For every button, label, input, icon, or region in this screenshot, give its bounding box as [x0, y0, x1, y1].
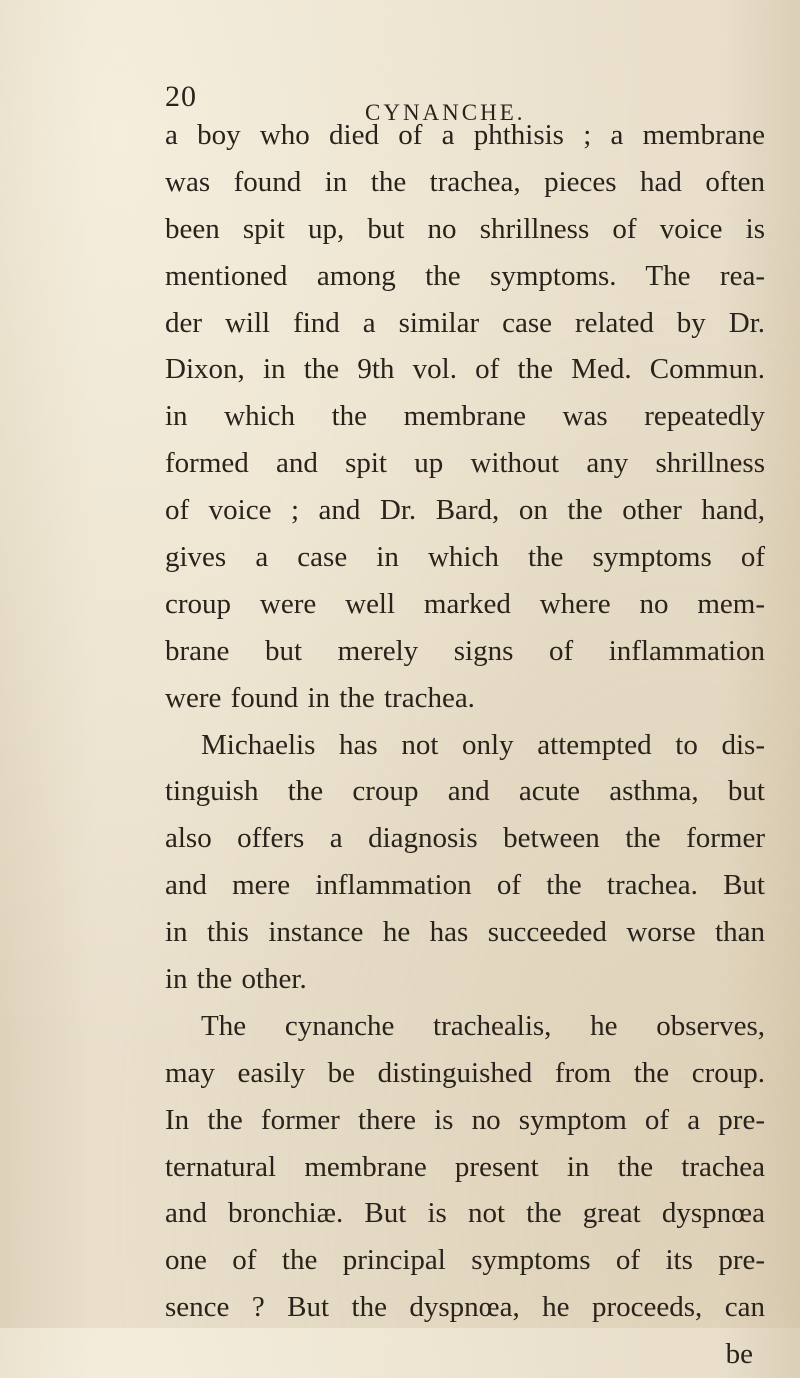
text-line: and mere inflammation of the trachea. But	[165, 869, 765, 902]
text-line: Michaelis has not only attempted to dis-	[201, 728, 765, 761]
text-line: was found in the trachea, pieces had often	[165, 165, 765, 198]
text-line: in which the membrane was repeatedly	[165, 400, 765, 433]
text-line: ternatural membrane present in the trachea	[165, 1150, 765, 1183]
text-line: and bronchiæ. But is not the great dyspnœa	[165, 1197, 765, 1230]
text-line: mentioned among the symptoms. The rea-	[165, 259, 765, 292]
text-line: of voice ; and Dr. Bard, on the other hand,	[165, 494, 765, 527]
text-line: one of the principal symptoms of its pre-	[165, 1244, 765, 1277]
body-text	[165, 112, 765, 1378]
text-line: The cynanche trachealis, he observes,	[201, 1009, 765, 1042]
text-line: der will find a similar case related by Dr.	[165, 306, 765, 339]
text-line: may easily be distinguished from the croup.	[165, 1056, 765, 1089]
text-line: In the former there is no symptom of a pre-	[165, 1103, 765, 1136]
text-line: sence ? But the dyspnœa, he proceeds, can	[165, 1291, 765, 1324]
text-line: also offers a diagnosis between the former	[165, 822, 765, 855]
text-line: brane but merely signs of inflammation	[165, 634, 765, 667]
text-line: gives a case in which the symptoms of	[165, 541, 765, 574]
text-line: croup were well marked where no mem-	[165, 587, 765, 620]
page-number: 20	[165, 80, 197, 113]
text-line: in this instance he has succeeded worse than	[165, 916, 765, 949]
catchword: be	[725, 1338, 753, 1371]
text-line: Dixon, in the 9th vol. of the Med. Commun.	[165, 353, 765, 386]
text-line: in the other.	[165, 963, 307, 996]
text-line: tinguish the croup and acute asthma, but	[165, 775, 765, 808]
running-head: CYNANCHE.	[365, 100, 526, 125]
text-line: formed and spit up without any shrillness	[165, 447, 765, 480]
text-line: were found in the trachea.	[165, 681, 475, 714]
text-line: a boy who died of a phthisis ; a membrane	[165, 119, 765, 151]
text-line: been spit up, but no shrillness of voice is	[165, 212, 765, 245]
